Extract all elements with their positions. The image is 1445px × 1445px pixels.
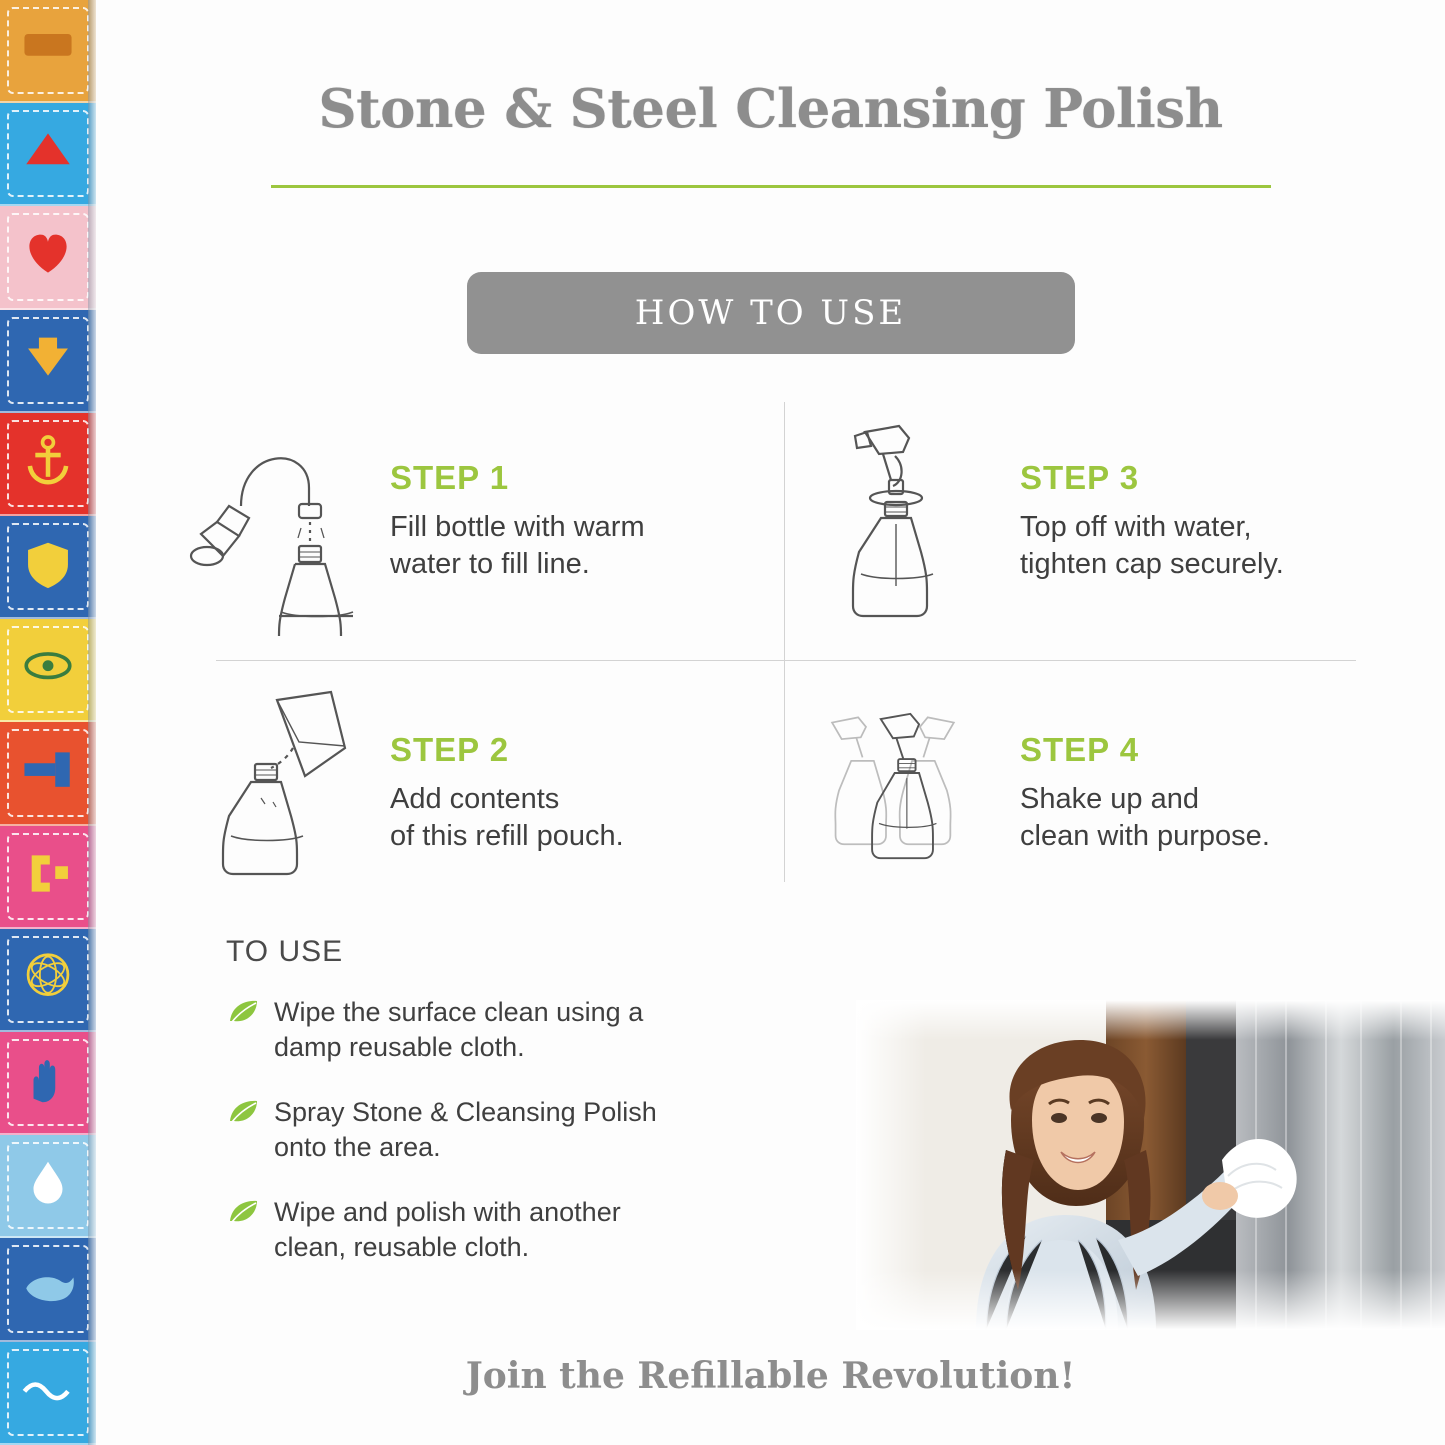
arrow-down-icon [0, 310, 96, 413]
faucet-filling-bottle-icon [176, 396, 376, 646]
raindrop-icon [19, 1154, 77, 1217]
step-description-line2: water to fill line. [390, 548, 590, 580]
to-use-section [226, 935, 846, 1296]
list-item [226, 1195, 846, 1265]
triangle-icon [19, 122, 77, 185]
wave-icon [0, 1342, 96, 1445]
heart-icon [19, 226, 77, 289]
whale-icon [19, 1258, 77, 1321]
leaf-icon [226, 995, 274, 1030]
pouch-pouring-into-bottle-icon [176, 668, 376, 918]
step-description-line1: Fill bottle with warm [390, 510, 645, 543]
step-description-line2: of this refill pouch. [390, 820, 624, 852]
shaking-spray-bottles-icon [806, 668, 1006, 918]
step-text [1006, 459, 1284, 583]
step-item [806, 664, 1406, 922]
anchor-icon [19, 432, 77, 495]
shield-icon [0, 516, 96, 619]
hand-icon [0, 1032, 96, 1135]
title-underline-rule [271, 185, 1271, 188]
hand-icon [19, 1051, 77, 1114]
list-item-line1: Wipe and polish with another [274, 1197, 621, 1228]
lifestyle-photo [856, 1000, 1445, 1330]
list-item-text [274, 1195, 621, 1265]
step-description-line1: Top off with water, [1020, 510, 1252, 543]
list-item [226, 1095, 846, 1165]
steps-horizontal-divider [216, 660, 1356, 661]
step-item [806, 392, 1406, 650]
list-item-text [274, 1095, 657, 1165]
photo-bottom-fade [856, 1270, 1445, 1330]
anchor-icon [0, 413, 96, 516]
step-text [376, 731, 624, 855]
list-item-line1: Spray Stone & Cleansing Polish [274, 1097, 657, 1128]
stitched-bar-icon [19, 19, 77, 82]
decorative-side-strip [0, 0, 96, 1445]
step-description-line1: Add contents [390, 782, 560, 815]
bracket-icon [19, 845, 77, 908]
heart-icon [0, 206, 96, 309]
list-item-text [274, 995, 643, 1065]
photo-top-fade [856, 1000, 1445, 1040]
stitched-bar-icon [0, 0, 96, 103]
flower-circle-icon [19, 948, 77, 1011]
list-item-line2: damp reusable cloth. [274, 1032, 525, 1063]
leaf-icon [226, 1195, 274, 1230]
spray-trigger-on-bottle-icon [806, 396, 1006, 646]
list-item-line1: Wipe the surface clean using a [274, 997, 644, 1027]
bracket-icon [0, 826, 96, 929]
list-item [226, 995, 846, 1065]
leaf-icon [226, 1095, 274, 1130]
step-text [376, 459, 645, 583]
step-label: STEP 3 [1020, 458, 1140, 496]
list-item-line2: onto the area. [274, 1132, 441, 1163]
shield-icon [19, 535, 77, 598]
step-description-line2: tighten cap securely. [1020, 548, 1284, 580]
step-text [1006, 731, 1270, 855]
step-label: STEP 1 [390, 458, 510, 496]
steps-grid [156, 392, 1376, 892]
list-item-line2: clean, reusable cloth. [274, 1232, 530, 1263]
raindrop-icon [0, 1135, 96, 1238]
footer-tagline: Join the Refillable Revolution! [465, 1355, 1076, 1397]
step-description-line2: clean with purpose. [1020, 820, 1270, 852]
pipe-icon [19, 742, 77, 805]
steps-vertical-divider [784, 402, 785, 882]
eye-icon [0, 619, 96, 722]
whale-icon [0, 1238, 96, 1341]
step-item [176, 664, 776, 922]
step-label: STEP 4 [1020, 730, 1140, 768]
flower-circle-icon [0, 929, 96, 1032]
pipe-icon [0, 722, 96, 825]
step-item [176, 392, 776, 650]
wave-icon [19, 1361, 77, 1424]
page-title: Stone & Steel Cleansing Polish [318, 78, 1223, 140]
step-description-line1: Shake up and [1020, 782, 1199, 815]
to-use-heading: TO USE [226, 935, 344, 968]
eye-icon [19, 638, 77, 701]
arrow-down-icon [19, 329, 77, 392]
how-to-use-banner: HOW TO USE [467, 272, 1075, 354]
triangle-icon [0, 103, 96, 206]
step-label: STEP 2 [390, 730, 510, 768]
strip-edge-gradient [88, 0, 96, 1445]
main-content [96, 0, 1445, 1445]
